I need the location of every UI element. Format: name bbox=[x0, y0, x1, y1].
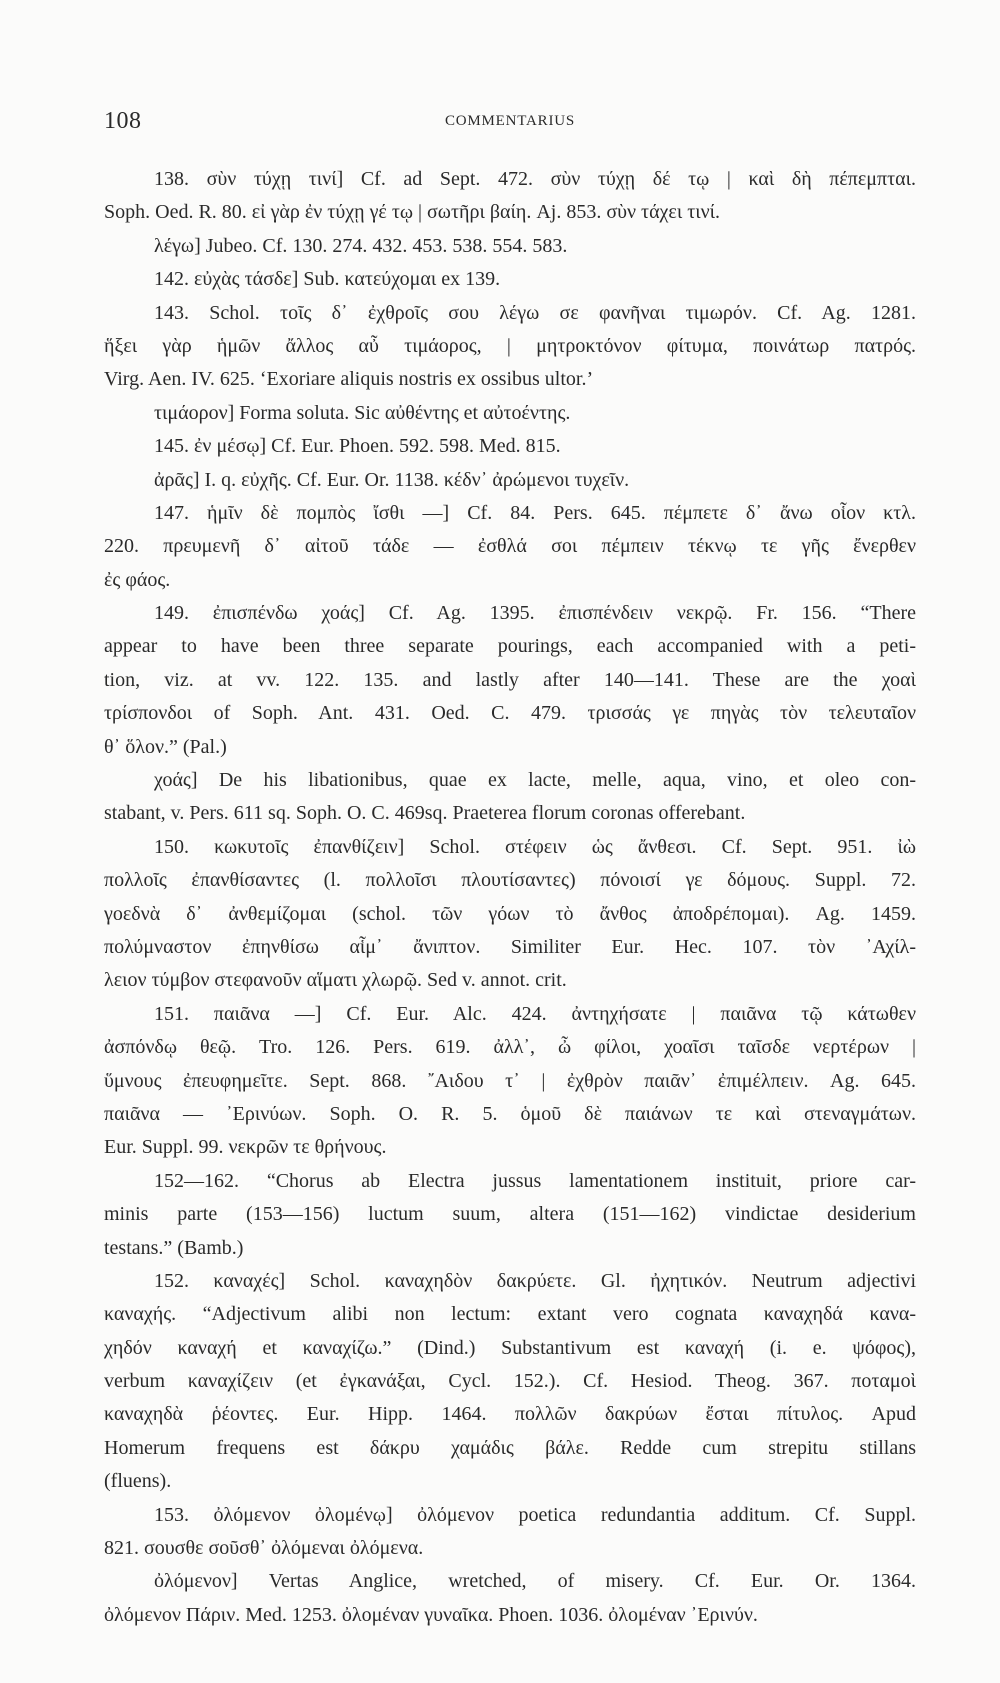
text-line: πολλοῖς ἐπανθίσαντες (l. πολλοῖσι πλουτίσαντες) πόνοισί γε δόμους. Suppl. 72. bbox=[104, 869, 916, 892]
text-line: πολύμναστον ἐπηνθίσω αἷμ᾽ ἄνιπτον. Similiter Eur. Hec. 107. τὸν ᾽Αχίλ- bbox=[104, 935, 916, 958]
text-line: 151. παιᾶνα —] Cf. Eur. Alc. 424. ἀντηχήσατε | παιᾶνα τῷ κάτωθεν bbox=[154, 1002, 916, 1025]
text-line: Homerum frequens est δάκρυ χαμάδις βάλε. Redde cum strepitu stillans bbox=[104, 1436, 916, 1459]
text-line: καναχής. “Adjectivum alibi non lectum: extant vero cognata καναχηδά κανα- bbox=[104, 1303, 916, 1326]
text-line: θ᾽ ὅλον.” (Pal.) bbox=[104, 735, 227, 758]
text-line: testans.” (Bamb.) bbox=[104, 1236, 244, 1259]
text-line: 821. σουσθε σοῦσθ᾽ ὀλόμεναι ὀλόμενα. bbox=[104, 1537, 424, 1560]
text-line: χοάς] De his libationibus, quae ex lacte, melle, aqua, vino, et oleo con- bbox=[154, 769, 916, 792]
text-line: verbum καναχίζειν (et ἐγκανάξαι, Cycl. 152.). Cf. Hesiod. Theog. 367. ποταμοὶ bbox=[104, 1370, 916, 1393]
text-line: Eur. Suppl. 99. νεκρῶν τε θρήνους. bbox=[104, 1136, 387, 1159]
text-line: 149. ἐπισπένδω χοάς] Cf. Ag. 1395. ἐπισπένδειν νεκρῷ. Fr. 156. “There bbox=[154, 602, 916, 625]
text-line: 142. εὐχὰς τάσδε] Sub. κατεύχομαι ex 139. bbox=[154, 268, 501, 291]
text-line: λέγω] Jubeo. Cf. 130. 274. 432. 453. 538. 554. 583. bbox=[154, 234, 568, 257]
text-line: 138. σὺν τύχῃ τινί] Cf. ad Sept. 472. σὺν τύχῃ δέ τῳ | καὶ δὴ πέπεμπται. bbox=[154, 168, 916, 190]
text-line: παιᾶνα — ᾽Ερινύων. Soph. O. R. 5. ὁμοῦ δὲ παιάνων τε καὶ στεναγμάτων. bbox=[104, 1102, 916, 1125]
text-line: tion, viz. at vv. 122. 135. and lastly after 140—141. These are the χοαὶ bbox=[104, 668, 916, 691]
text-line: λειον τύμβον στεφανοῦν αἵματι χλωρῷ. Sed v. annot. crit. bbox=[104, 969, 567, 992]
text-line: 147. ἡμῖν δὲ πομπὸς ἴσθι —] Cf. 84. Pers. 645. πέμπετε δ᾽ ἄνω οἷον κτλ. bbox=[154, 501, 916, 524]
text-line: καναχηδὰ ῥέοντες. Eur. Hipp. 1464. πολλῶν δακρύων ἔσται πίτυλος. Apud bbox=[104, 1403, 916, 1426]
text-line: 143. Schol. τοῖς δ᾽ ἐχθροῖς σου λέγω σε φανῆναι τιμωρόν. Cf. Ag. 1281. bbox=[154, 301, 916, 324]
text-line: 152—162. “Chorus ab Electra jussus lamentationem instituit, priore car- bbox=[154, 1169, 916, 1192]
running-head: COMMENTARIUS bbox=[444, 113, 576, 129]
text-line: ὀλόμενον] Vertas Anglice, wretched, of misery. Cf. Eur. Or. 1364. bbox=[154, 1570, 916, 1593]
text-line: τρίσπονδοι of Soph. Ant. 431. Oed. C. 479. τρισσάς γε πηγὰς τὸν τελευταῖον bbox=[104, 702, 916, 725]
text-line: 145. ἐν μέσῳ] Cf. Eur. Phoen. 592. 598. Med. 815. bbox=[154, 435, 561, 458]
text-line: ἀσπόνδῳ θεῷ. Tro. 126. Pers. 619. ἀλλ᾽, ὦ φίλοι, χοαῖσι ταῖσδε νερτέρων | bbox=[104, 1036, 916, 1059]
text-line: 220. πρευμενῆ δ᾽ αἰτοῦ τάδε — ἐσθλά σοι πέμπειν τέκνῳ τε γῆς ἔνερθεν bbox=[104, 535, 916, 558]
text-line: minis parte (153—156) luctum suum, altera (151—162) vindictae desiderium bbox=[104, 1203, 916, 1226]
commentary-body bbox=[104, 163, 916, 1632]
text-line: Soph. Oed. R. 80. εἰ γὰρ ἐν τύχῃ γέ τῳ | σωτῆρι βαίη. Aj. 853. σὺν τάχει τινί. bbox=[104, 201, 721, 224]
text-line: ἀρᾶς] I. q. εὐχῆς. Cf. Eur. Or. 1138. κέδν᾽ ἀρώμενοι τυχεῖν. bbox=[154, 468, 630, 491]
text-line: 152. καναχές] Schol. καναχηδὸν δακρύετε. Gl. ἠχητικόν. Neutrum adjectivi bbox=[154, 1269, 916, 1292]
text-line: γοεδνὰ δ᾽ ἀνθεμίζομαι (schol. τῶν γόων τὸ ἄνθος ἀποδρέπομαι). Ag. 1459. bbox=[104, 902, 916, 925]
text-line: stabant, v. Pers. 611 sq. Soph. O. C. 469sq. Praeterea florum coronas offerebant. bbox=[104, 802, 746, 825]
text-line: ὕμνους ἐπευφημεῖτε. Sept. 868. ῎Αιδου τ᾽ | ἐχθρὸν παιᾶν᾽ ἐπιμέλπειν. Ag. 645. bbox=[104, 1069, 916, 1092]
page-header bbox=[104, 108, 916, 138]
text-line: ἐς φάος. bbox=[104, 568, 171, 591]
text-line: χηδόν καναχή et καναχίζω.” (Dind.) Substantivum est καναχή (i. e. ψόφος), bbox=[104, 1336, 916, 1359]
text-line: ἥξει γὰρ ἡμῶν ἄλλος αὖ τιμάορος, | μητροκτόνον φίτυμα, ποινάτωρ πατρός. bbox=[104, 334, 916, 357]
text-line: ὀλόμενον Πάριν. Med. 1253. ὀλομέναν γυναῖκα. Phoen. 1036. ὀλομέναν ᾽Ερινύν. bbox=[104, 1603, 758, 1626]
text-line: 153. ὀλόμενον ὀλομένῳ] ὀλόμενον poetica redundantia additum. Cf. Suppl. bbox=[154, 1503, 916, 1526]
text-line: 150. κωκυτοῖς ἐπανθίζειν] Schol. στέφειν ὡς ἄνθεσι. Cf. Sept. 951. ἰὼ bbox=[154, 835, 916, 858]
page-number: 108 bbox=[104, 108, 142, 134]
text-line: (fluens). bbox=[104, 1470, 172, 1493]
text-line: Virg. Aen. IV. 625. ‘Exoriare aliquis nostris ex ossibus ultor.’ bbox=[104, 368, 594, 391]
text-line: τιμάορον] Forma soluta. Sic αὐθέντης et αὐτοέντης. bbox=[154, 401, 571, 424]
text-line: appear to have been three separate pourings, each accompanied with a peti- bbox=[104, 635, 916, 658]
